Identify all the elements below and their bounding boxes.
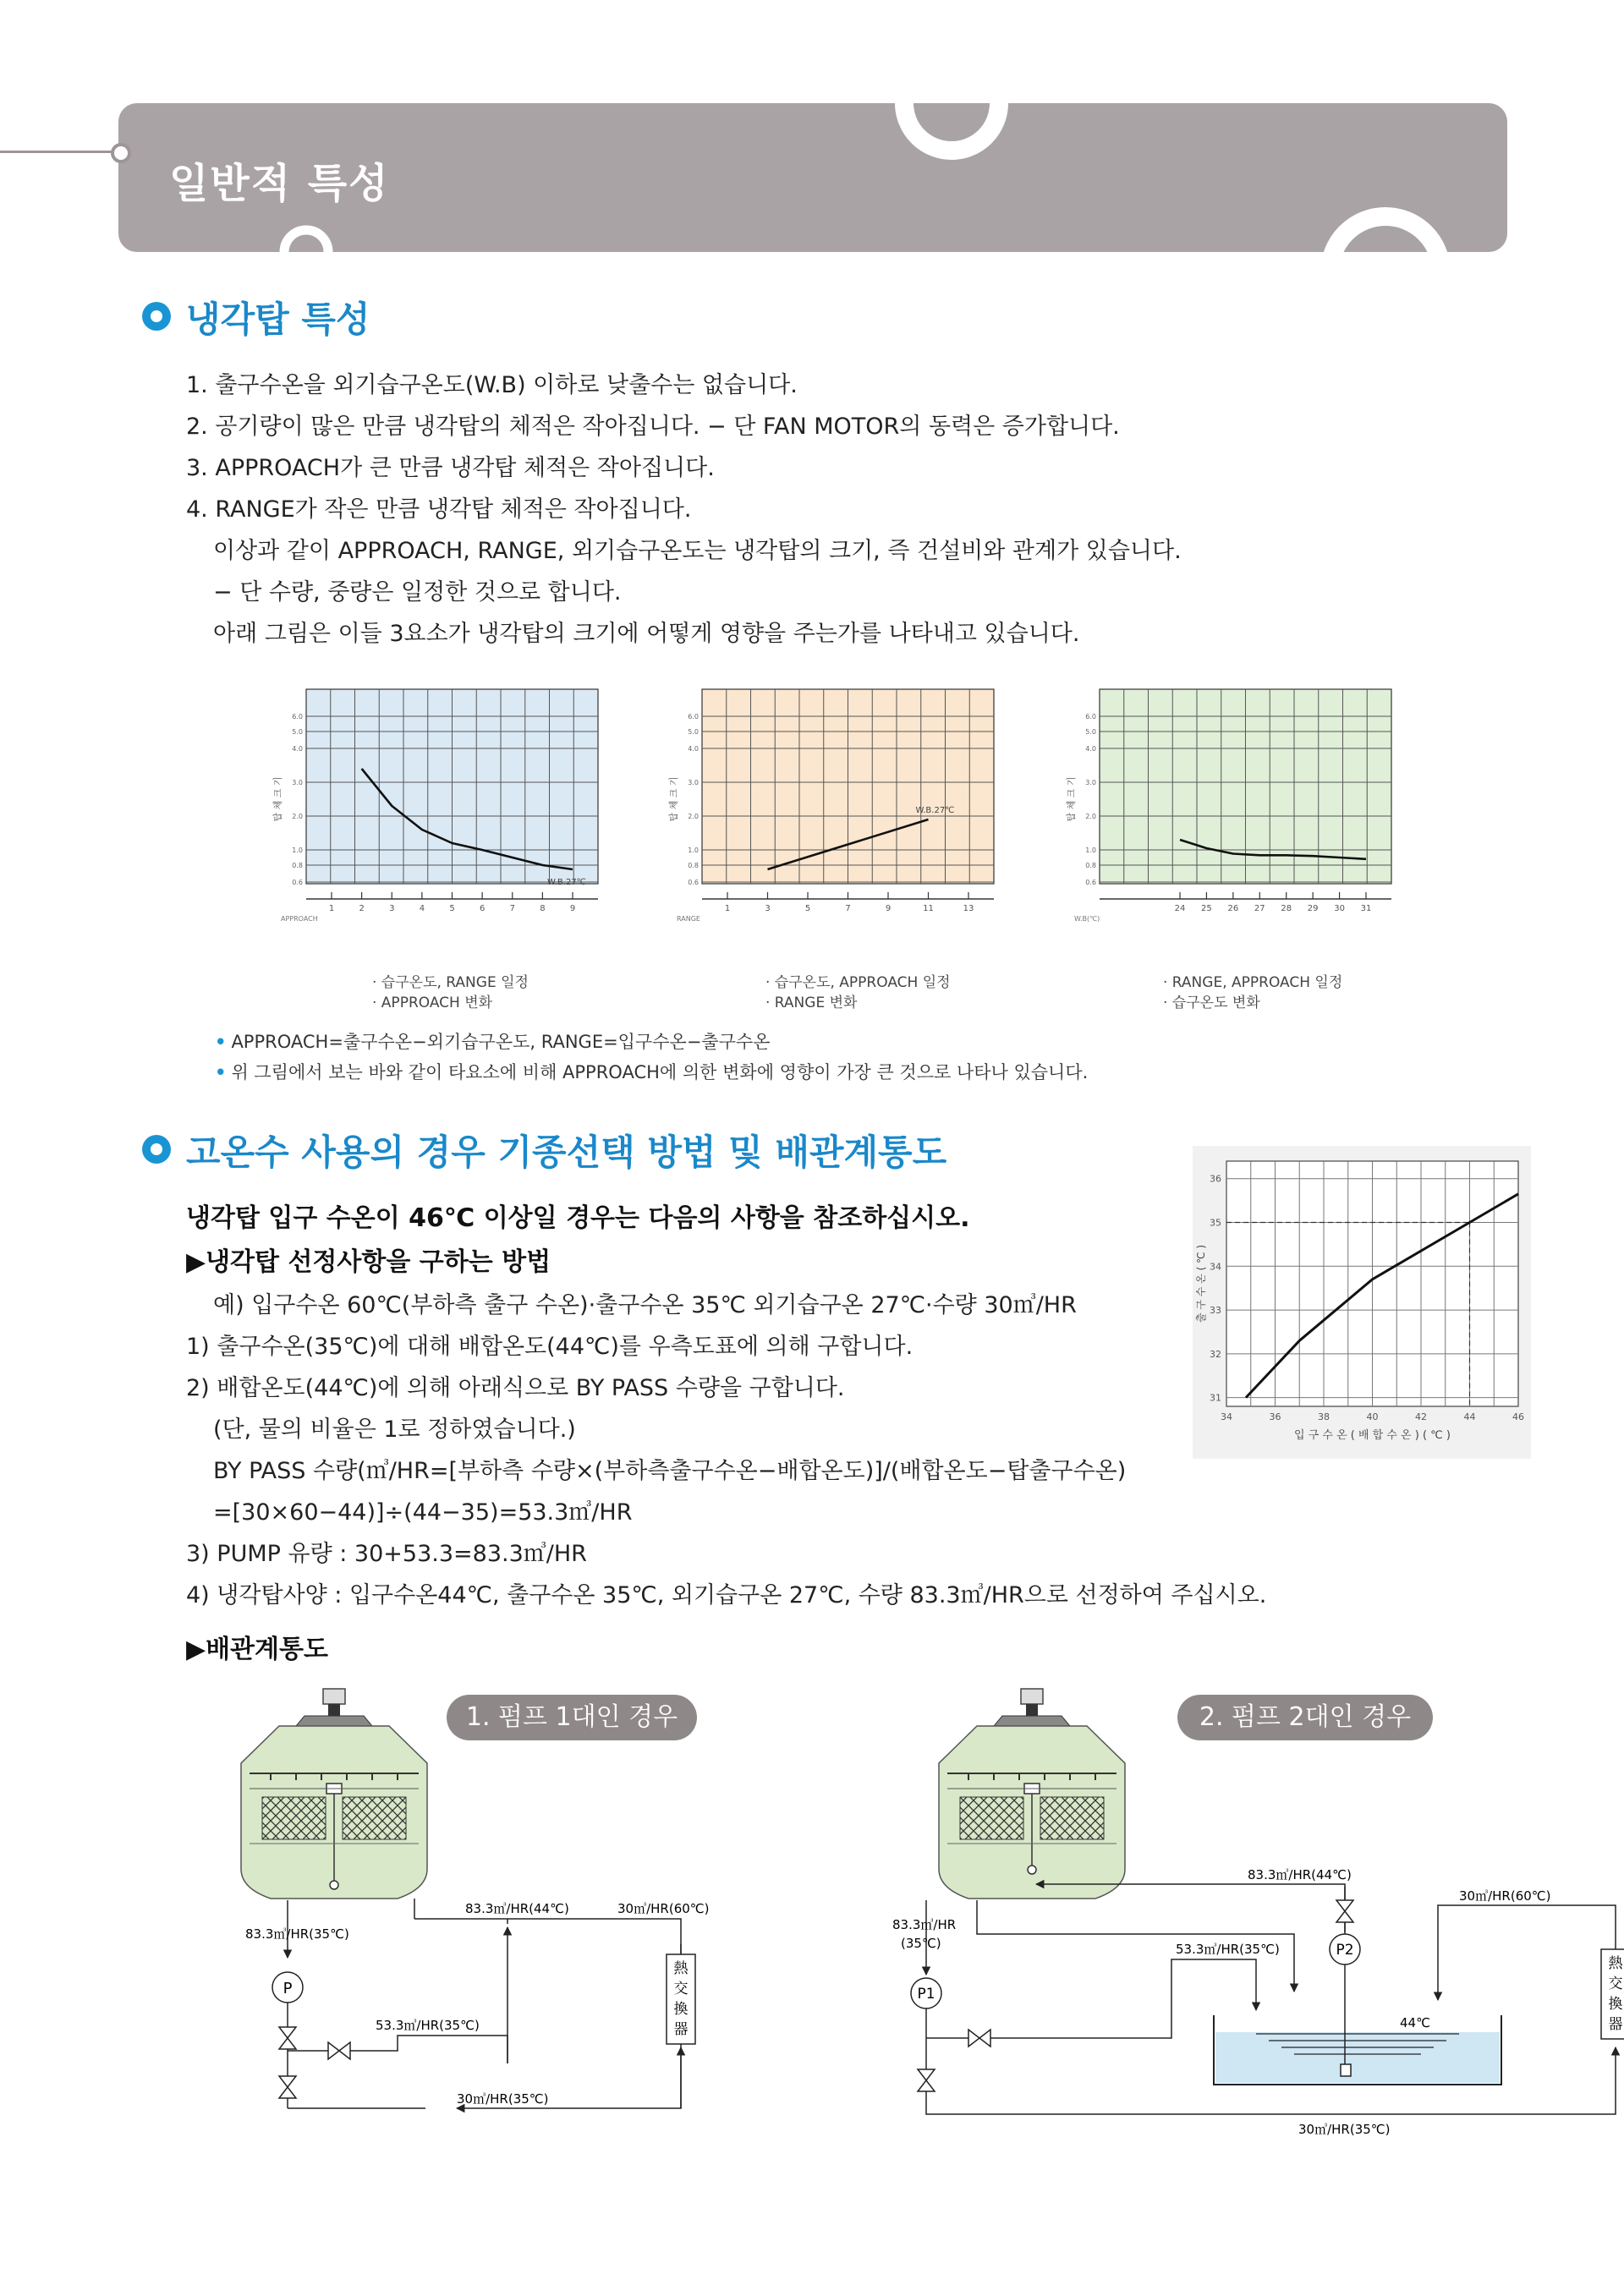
- diagram1-label: 1. 펌프 1대인 경우: [447, 1695, 697, 1740]
- x-tick-label: 36: [1269, 1411, 1281, 1422]
- x-tick-label: 1: [724, 904, 731, 913]
- y-axis-label: 탑 체 크 기: [1066, 776, 1077, 822]
- valve-icon: [918, 2069, 935, 2091]
- flow-label: 30㎥/HR(35℃): [457, 2091, 549, 2107]
- pipe-hx-return: [457, 1944, 681, 2108]
- y-tick-label: 6.0: [1085, 713, 1096, 721]
- section1-line: 1. 출구수온을 외기습구온도(W.B) 이하로 낮출수는 없습니다.: [186, 372, 798, 398]
- x-tick-label: 8: [540, 904, 546, 913]
- y-tick-label: 2.0: [1085, 813, 1096, 820]
- hx-char: 熱: [673, 1960, 689, 1977]
- y-tick-label: 35: [1210, 1217, 1221, 1229]
- y-tick-label: 32: [1210, 1348, 1221, 1360]
- section1-line: 4. RANGE가 작은 만큼 냉각탑 체적은 작아집니다.: [186, 496, 692, 523]
- x-tick-label: 5: [804, 904, 811, 913]
- cooling-tower: [939, 1689, 1125, 1899]
- flow-label: 83.3㎥/HR(35℃): [245, 1926, 349, 1942]
- x-tick-label: 27: [1254, 904, 1265, 913]
- hx-char: 器: [1608, 2016, 1623, 2033]
- y-tick-label: 2.0: [292, 813, 303, 820]
- section2-line: BY PASS 수량(㎥/HR=[부하측 수량×(부하측출구수온−배합온도)]/(배합온도−탑출구수온): [213, 1458, 1127, 1484]
- hx-char: 熱: [1608, 1955, 1623, 1972]
- x-tick-label: 11: [923, 904, 934, 913]
- method-heading: ▶냉각탑 선정사항을 구하는 방법: [186, 1247, 551, 1277]
- x-tick-label: 6: [479, 904, 486, 913]
- hx-char: 器: [673, 2021, 689, 2038]
- pump-label: P: [283, 1980, 293, 1997]
- x-tick-label: 24: [1174, 904, 1186, 913]
- flow-label: (35℃): [901, 1936, 941, 1951]
- tank-temp-label: 44℃: [1400, 2015, 1430, 2030]
- definition-note: • APPROACH=출구수온−외기습구온도, RANGE=입구수온−출구수온: [215, 1032, 771, 1052]
- chart-caption: · 습구온도, APPROACH 일정 · RANGE 변화: [765, 974, 951, 1011]
- x-tick-label: 31: [1360, 904, 1372, 913]
- x-tick-label: 26: [1227, 904, 1239, 913]
- valve-icon: [1336, 1900, 1353, 1922]
- flow-label: 83.3㎥/HR: [892, 1917, 957, 1932]
- bullet-dot-icon: •: [215, 1062, 227, 1082]
- y-tick-label: 1.0: [292, 847, 303, 854]
- x-tick-label: 9: [569, 904, 576, 913]
- x-tick-label: 46: [1512, 1411, 1524, 1422]
- section2-line: 2) 배합온도(44℃)에 의해 아래식으로 BY PASS 수량을 구합니다.: [186, 1375, 845, 1401]
- hx-char: 換: [673, 2001, 689, 2018]
- x-tick-label: 7: [845, 904, 851, 913]
- x-tick-label: 34: [1221, 1411, 1232, 1422]
- valve-icon: [279, 2076, 296, 2098]
- section2-title: 고온수 사용의 경우 기종선택 방법 및 배관계통도: [186, 1132, 947, 1173]
- header-ring-icon: [108, 140, 134, 166]
- chart-caption: · RANGE, APPROACH 일정 · 습구온도 변화: [1163, 974, 1343, 1011]
- section2-line: (단, 물의 비율은 1로 정하였습니다.): [213, 1417, 576, 1443]
- valve-icon: [279, 2027, 296, 2049]
- y-tick-label: 2.0: [688, 813, 699, 820]
- y-tick-label: 4.0: [688, 745, 699, 753]
- section1-line: 아래 그림은 이들 3요소가 냉각탑의 크기에 어떻게 영향을 주는가를 나타내고 있습니다.: [213, 621, 1080, 647]
- y-tick-label: 0.6: [292, 879, 303, 886]
- x-tick-label: 5: [449, 904, 455, 913]
- hx-char: 交: [1608, 1975, 1623, 1992]
- x-tick-label: 25: [1201, 904, 1212, 913]
- y-tick-label: 36: [1210, 1173, 1221, 1185]
- x-axis-label: 입 구 수 온 ( 배 합 수 온 ) ( ℃ ): [1294, 1429, 1451, 1442]
- y-tick-label: 0.8: [1085, 862, 1096, 869]
- flow-label: 30㎥/HR(60℃): [617, 1901, 710, 1916]
- diagram-two-pumps: [892, 1689, 1624, 2137]
- y-tick-label: 5.0: [292, 728, 303, 736]
- x-tick-label: 42: [1415, 1411, 1427, 1422]
- pump-label: P2: [1336, 1942, 1354, 1959]
- hx-char: 交: [673, 1981, 689, 1997]
- section-bullet-icon: [142, 302, 171, 331]
- section1-line: 3. APPROACH가 큰 만큼 냉각탑 체적은 작아집니다.: [186, 455, 715, 481]
- y-tick-label: 0.6: [1085, 879, 1096, 886]
- y-tick-label: 6.0: [688, 713, 699, 721]
- y-tick-label: 0.8: [688, 862, 699, 869]
- section1-line: 2. 공기량이 많은 만큼 냉각탑의 체적은 작아집니다. − 단 FAN MOTOR의 동력은 증가합니다.: [186, 414, 1120, 440]
- y-tick-label: 5.0: [1085, 728, 1096, 736]
- y-tick-label: 4.0: [292, 745, 303, 753]
- y-axis-label: 탑 체 크 기: [668, 776, 679, 822]
- x-axis-label: RANGE: [677, 915, 700, 923]
- x-tick-label: 3: [765, 904, 771, 913]
- section2-line: 예) 입구수온 60℃(부하측 출구 수온)·출구수온 35℃ 외기습구온 27℃·수량 30㎥/HR: [213, 1292, 1077, 1318]
- x-tick-label: 30: [1334, 904, 1345, 913]
- flow-label: 30㎥/HR(60℃): [1459, 1888, 1551, 1904]
- section-bullet-icon: [142, 1135, 171, 1164]
- y-tick-label: 1.0: [1085, 847, 1096, 854]
- x-tick-label: 44: [1463, 1411, 1476, 1422]
- y-tick-label: 4.0: [1085, 745, 1096, 753]
- x-tick-label: 4: [419, 904, 425, 913]
- y-axis-label: 출 구 수 온 ( ℃ ): [1195, 1244, 1207, 1323]
- flow-label: 83.3㎥/HR(44℃): [465, 1901, 569, 1916]
- section2-line: 3) PUMP 유량 : 30+53.3=83.3㎥/HR: [186, 1541, 587, 1567]
- flow-label: 30㎥/HR(35℃): [1298, 2122, 1391, 2137]
- section1-title: 냉각탑 특성: [186, 299, 370, 340]
- section1-line: − 단 수량, 중량은 일정한 것으로 합니다.: [213, 579, 622, 606]
- chart-mixing-temperature: [1193, 1146, 1531, 1459]
- bypass-valve-icon: [328, 2042, 350, 2059]
- header-line: [0, 151, 118, 153]
- pump-label: P1: [917, 1986, 935, 2003]
- piping-heading: ▶배관계통도: [186, 1635, 328, 1664]
- hx-char: 換: [1608, 1996, 1623, 2013]
- series-annotation: W.B.27℃: [915, 806, 955, 815]
- x-tick-label: 1: [328, 904, 335, 913]
- x-tick-label: 28: [1281, 904, 1292, 913]
- chart-caption: · 습구온도, RANGE 일정 · APPROACH 변화: [372, 974, 529, 1011]
- cooling-tower: [241, 1689, 427, 1899]
- chart-approach: [272, 689, 598, 923]
- flow-label: 53.3㎥/HR(35℃): [1176, 1942, 1280, 1957]
- y-tick-label: 1.0: [688, 847, 699, 854]
- diagram-one-pump: [241, 1689, 709, 2108]
- chart-wetbulb: [1065, 689, 1391, 923]
- x-axis-label: APPROACH: [281, 915, 318, 923]
- chart-range: [667, 689, 994, 923]
- x-axis-label: W.B(℃): [1074, 915, 1100, 923]
- x-tick-label: 9: [885, 904, 892, 913]
- y-axis-label: 탑 체 크 기: [272, 776, 283, 822]
- x-tick-label: 13: [963, 904, 974, 913]
- y-tick-label: 33: [1210, 1305, 1221, 1317]
- x-tick-label: 3: [389, 904, 395, 913]
- y-tick-label: 3.0: [1085, 779, 1096, 786]
- x-tick-label: 2: [359, 904, 365, 913]
- flow-label: 83.3㎥/HR(44℃): [1248, 1867, 1352, 1882]
- diagram2-label: 2. 펌프 2대인 경우: [1177, 1695, 1433, 1740]
- definition-note: • 위 그림에서 보는 바와 같이 타요소에 비해 APPROACH에 의한 변화에 영향이 가장 큰 것으로 나타나 있습니다.: [215, 1062, 1089, 1082]
- section2-line: 4) 냉각탑사양 : 입구수온44℃, 출구수온 35℃, 외기습구온 27℃, 수량 83.3㎥/HR으로 선정하여 주십시오.: [186, 1582, 1267, 1608]
- y-tick-label: 6.0: [292, 713, 303, 721]
- y-tick-label: 0.8: [292, 862, 303, 869]
- y-tick-label: 31: [1210, 1392, 1221, 1404]
- x-tick-label: 38: [1318, 1411, 1330, 1422]
- page-title: 일반적 특성: [169, 160, 390, 207]
- section2-subtitle: 냉각탑 입구 수온이 46℃ 이상일 경우는 다음의 사항을 참조하십시오.: [186, 1203, 970, 1233]
- x-tick-label: 7: [509, 904, 515, 913]
- y-tick-label: 3.0: [688, 779, 699, 786]
- bullet-dot-icon: •: [215, 1032, 227, 1052]
- series-annotation: W.B.27℃: [547, 878, 586, 887]
- section2-line: =[30×60−44)]÷(44−35)=53.3㎥/HR: [213, 1499, 633, 1526]
- y-tick-label: 34: [1210, 1261, 1221, 1273]
- section2-line: 1) 출구수온(35℃)에 대해 배합온도(44℃)를 우측도표에 의해 구합니다.: [186, 1334, 914, 1360]
- flow-label: 53.3㎥/HR(35℃): [376, 2018, 480, 2033]
- y-tick-label: 5.0: [688, 728, 699, 736]
- piping-diagrams: [169, 1679, 1623, 2152]
- x-tick-label: 40: [1366, 1411, 1379, 1422]
- x-tick-label: 29: [1307, 904, 1319, 913]
- section1-line: 이상과 같이 APPROACH, RANGE, 외기습구온도는 냉각탑의 크기, 즉 건설비와 관계가 있습니다.: [213, 538, 1182, 564]
- y-tick-label: 3.0: [292, 779, 303, 786]
- y-tick-label: 0.6: [688, 879, 699, 886]
- bypass-valve-icon: [968, 2030, 990, 2047]
